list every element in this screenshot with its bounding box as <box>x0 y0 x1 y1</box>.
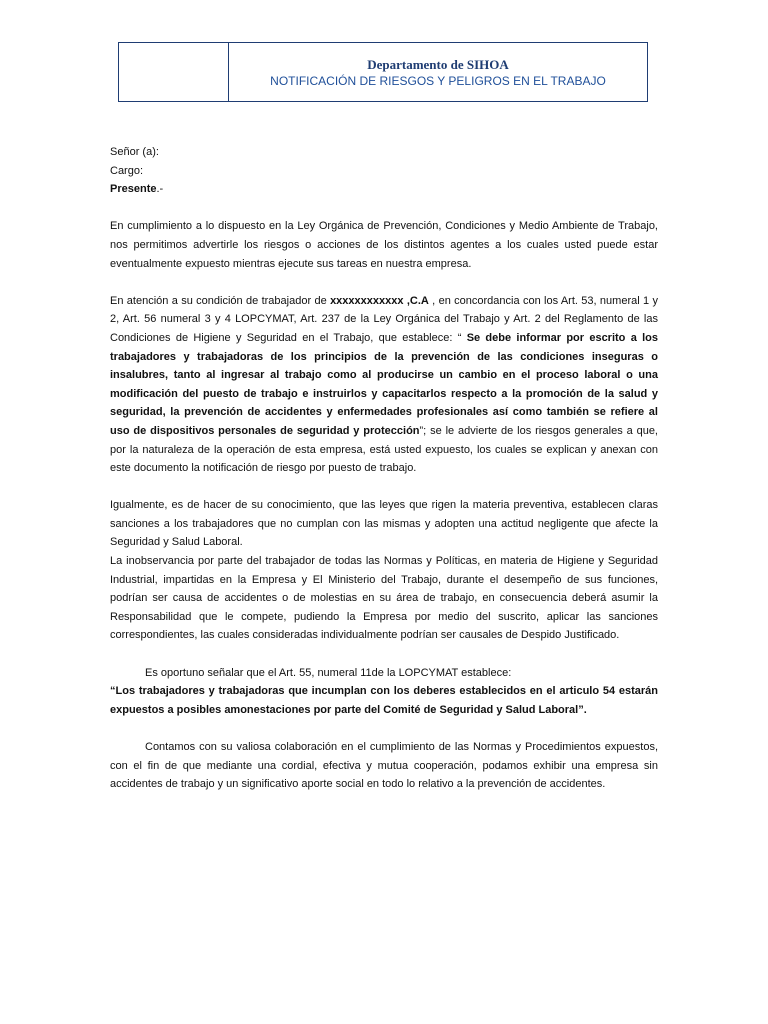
salutation-presente <box>110 180 658 199</box>
document-header <box>118 42 648 102</box>
paragraph-sanctions: Igualmente, es de hacer de su conocimiento, que las leyes que rigen la materia preventiva, establecen claras sanciones a los trabajadores que no cumplan con las mismas y adopten una actitud negligente que afecte la Seguridad y Salud Laboral. <box>110 499 658 549</box>
legal-basis-closing: ”; se le advierte de los riesgos generales a que, por la naturaleza de la operación de esta empresa, está usted expuesto, los cuales se explican y anexan con este documento la notificación de riesgo por puesto de trabajo. <box>110 424 658 475</box>
company-name: xxxxxxxxxxxx ,C.A <box>330 294 429 307</box>
paragraph-inobservance: La inobservancia por parte del trabajador de todas las Normas y Políticas, en materia de Higiene y Seguridad Industrial, impartidas en la Empresa y El Ministerio del Trabajo, durante el desempeño de sus funciones, podrían ser causa de accidentes o de molestias en su área de trabajo, en consecuencia deberá asumir la Responsabilidad que le compete, pudiendo la Empresa por medio del suscrito, aplicar las sanciones correspondientes, las cuales consideradas individualmente podrían ser causales de Despido Justificado. <box>110 555 658 642</box>
salutation-cargo: Cargo: <box>110 164 144 177</box>
department-title: Departamento de SIHOA <box>367 57 509 72</box>
legal-basis-articles: , en concordancia con los Art. 53, numeral 1 y 2, Art. 56 numeral 3 y 4 LOPCYMAT, Art. 237 de la Ley Orgánica del Trabajo y Art. 2 del Reglamento de las Condiciones de Higiene y Seguridad en el Trabajo, que establece: “ <box>110 294 658 344</box>
paragraph-closing: Contamos con su valiosa colaboración en el cumplimiento de las Normas y Procedimientos expuestos, con el fin de que mediante una cordial, efectiva y mutua cooperación, podamos exhibir una empresa sin accidentes de trabajo y un significativo aporte social en todo lo relativo a la prevención de accidentes. <box>110 741 658 791</box>
paragraph-legal-basis <box>110 292 658 478</box>
paragraph-article-55-quote: “Los trabajadores y trabajadoras que incumplan con los deberes establecidos en el articulo 54 estarán expuestos a posibles amonestaciones por parte del Comité de Seguridad y Salud Laboral”. <box>110 685 658 716</box>
paragraph-article-55-intro: Es oportuno señalar que el Art. 55, numeral 11de la LOPCYMAT establece: <box>145 666 512 679</box>
logo-placeholder <box>119 43 229 101</box>
legal-basis-intro: En atención a su condición de trabajador de <box>110 294 331 307</box>
presente-word: Presente <box>110 183 157 196</box>
document-subtitle: NOTIFICACIÓN DE RIESGOS Y PELIGROS EN EL TRABAJO <box>270 74 606 88</box>
presente-tail: .- <box>156 183 164 196</box>
header-title-cell <box>229 43 647 101</box>
letter-body <box>110 143 658 794</box>
paragraph-compliance: En cumplimiento a lo dispuesto en la Ley Orgánica de Prevención, Condiciones y Medio Ambiente de Trabajo, nos permitimos advertirle los riesgos o acciones de los distintos agentes a los cuales usted puede estar eventualmente expuesto mientras ejecute sus tareas en nuestra empresa. <box>110 220 658 270</box>
legal-quote: Se debe informar por escrito a los trabajadores y trabajadoras de los principios de la prevención de las condiciones inseguras o insalubres, tanto al ingresar al trabajo como al producirse un cambio en el proceso laboral o una modificación del puesto de trabajo e instruirlos y capacitarlos respecto a la promoción de la salud y seguridad, la prevención de accidentes y enfermedades profesionales así como también se refiere al uso de dispositivos personales de seguridad y protección <box>110 331 659 437</box>
salutation-senor: Señor (a): <box>110 146 159 158</box>
